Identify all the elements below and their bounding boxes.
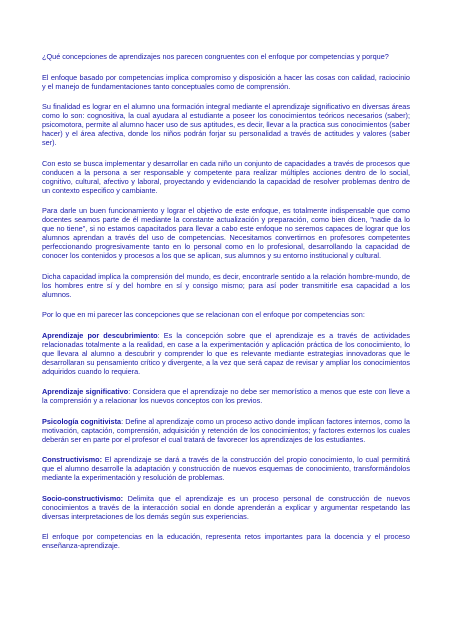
paragraph-world-understanding: Dicha capacidad implica la comprensión del mundo, es decir, encontrarle sentido a la relación hombre-mundo, de los hombres entre sí y del hombre en sí y consigo mismo; para así poder transmitirle esa capacidad a los alumnos. [42, 271, 410, 299]
concept-description: Delimita que el aprendizaje es un proceso personal de construcción de nuevos conocimientos a través de la interacción social en donde aprenderán a explicar y argumentar respetando las diversas interpretaciones de los demás según sus experiencias. [42, 493, 410, 521]
paragraph-teachers: Para darle un buen funcionamiento y lograr el objetivo de este enfoque, es totalmente indispensable que como docentes seamos parte de él mediante la constante actualización y preparación, como bien dicen, "nadie da lo que no tiene", si no estamos capacitados para llevar a cabo este enfoque no seremos capaces de lograr que los alumnos aprendan a través del uso de competencias. Necesitamos convertirnos en profesores competentes perfeccionando progresivamente tanto en lo personal como en lo profesional, desarrollando la capacidad de conocer los contenidos y procesos a los que se aplican, sus alumnos y su entorno institucional y cultural. [42, 206, 410, 260]
concept-term: Socio-constructivismo: [42, 493, 124, 503]
paragraph-capacities: Con esto se busca implementar y desarrollar en cada niño un conjunto de capacidades a través de procesos que conducen a la persona a ser responsable y competente para realizar múltiples acciones dentro de lo social, cognitivo, cultural, afectivo y laboral, proyectando y evidenciando la capacidad de resolver problemas dentro de un contexto especifico y cambiante. [42, 158, 410, 195]
concept-discovery-learning [42, 331, 410, 376]
concept-description: : Define al aprendizaje como un proceso activo donde implican factores internos, como la motivación, captación, comprensión, adquisición y retención de los conocimientos; y factores externos los cuales deberán ser en parte por el profesor el cual tratará de favorecer los aprendizajes de los estudiantes. [42, 416, 410, 444]
paragraph-intro: El enfoque basado por competencias implica compromiso y disposición a hacer las cosas con calidad, raciocinio y el manejo de fundamentaciones tanto conceptuales como de comprensión. [42, 72, 410, 91]
concept-term: Psicología cognitivista [42, 416, 122, 426]
concept-description: : Es la concepción sobre que el aprendizaje es a través de actividades relacionadas totalmente a la realidad, en case a la experimentación y aplicación práctica de los conocimiento, lo que llevara al alumno a descubrir y comprender lo que es relevante mediante estrategias innovadoras que le desarrollaran su pensamiento crítico y divergente, a la vez que será capaz de revisar y ampliar los conocimientos adquiridos cuando lo requiera. [42, 330, 411, 376]
paragraph-finality: Su finalidad es lograr en el alumno una formación integral mediante el aprendizaje significativo en diversas áreas como lo son: cognositiva, la cual ayudara al estudiante a poseer los conocimientos teóricos necesarios (saber); psicomotora, permite al alumno hacer uso de sus aptitudes, es decir, llevar a la practica sus conocimientos (saber hacer) y el área afectiva, donde los niños podrán forjar su personalidad a través de actitudes y valores (saber ser). [42, 102, 410, 147]
concept-description: El aprendizaje se dará a través de la construcción del propio conocimiento, lo cual permitirá que el alumno desarrolle la adaptación y construcción de nuevos esquemas de conocimiento, transformándolos mediante la experimentación y resolución de problemas. [42, 455, 410, 482]
concept-socio-constructivism [42, 494, 410, 521]
concept-cognitive-psychology [42, 417, 410, 444]
paragraph-conclusion: El enfoque por competencias en la educación, representa retos importantes para la docencia y el proceso enseñanza-aprendizaje. [42, 532, 410, 550]
concept-term: Aprendizaje significativo [42, 387, 129, 396]
concept-term: Aprendizaje por descubrimiento [42, 330, 158, 340]
document-page [42, 52, 410, 562]
concept-constructivism [42, 455, 410, 482]
concept-meaningful-learning [42, 387, 410, 405]
paragraph-concepts-lead: Por lo que en mi parecer las concepciones que se relacionan con el enfoque por competencias son: [42, 310, 365, 319]
concept-description: : Considera que el aprendizaje no debe ser memorístico a menos que este con lleve a la comprensión y a relacionar los nuevos conceptos con los previos. [42, 387, 410, 405]
concept-term: Constructivismo: [42, 455, 103, 464]
question-heading: ¿Qué concepciones de aprendizajes nos parecen congruentes con el enfoque por competencias y porque? [42, 52, 389, 61]
